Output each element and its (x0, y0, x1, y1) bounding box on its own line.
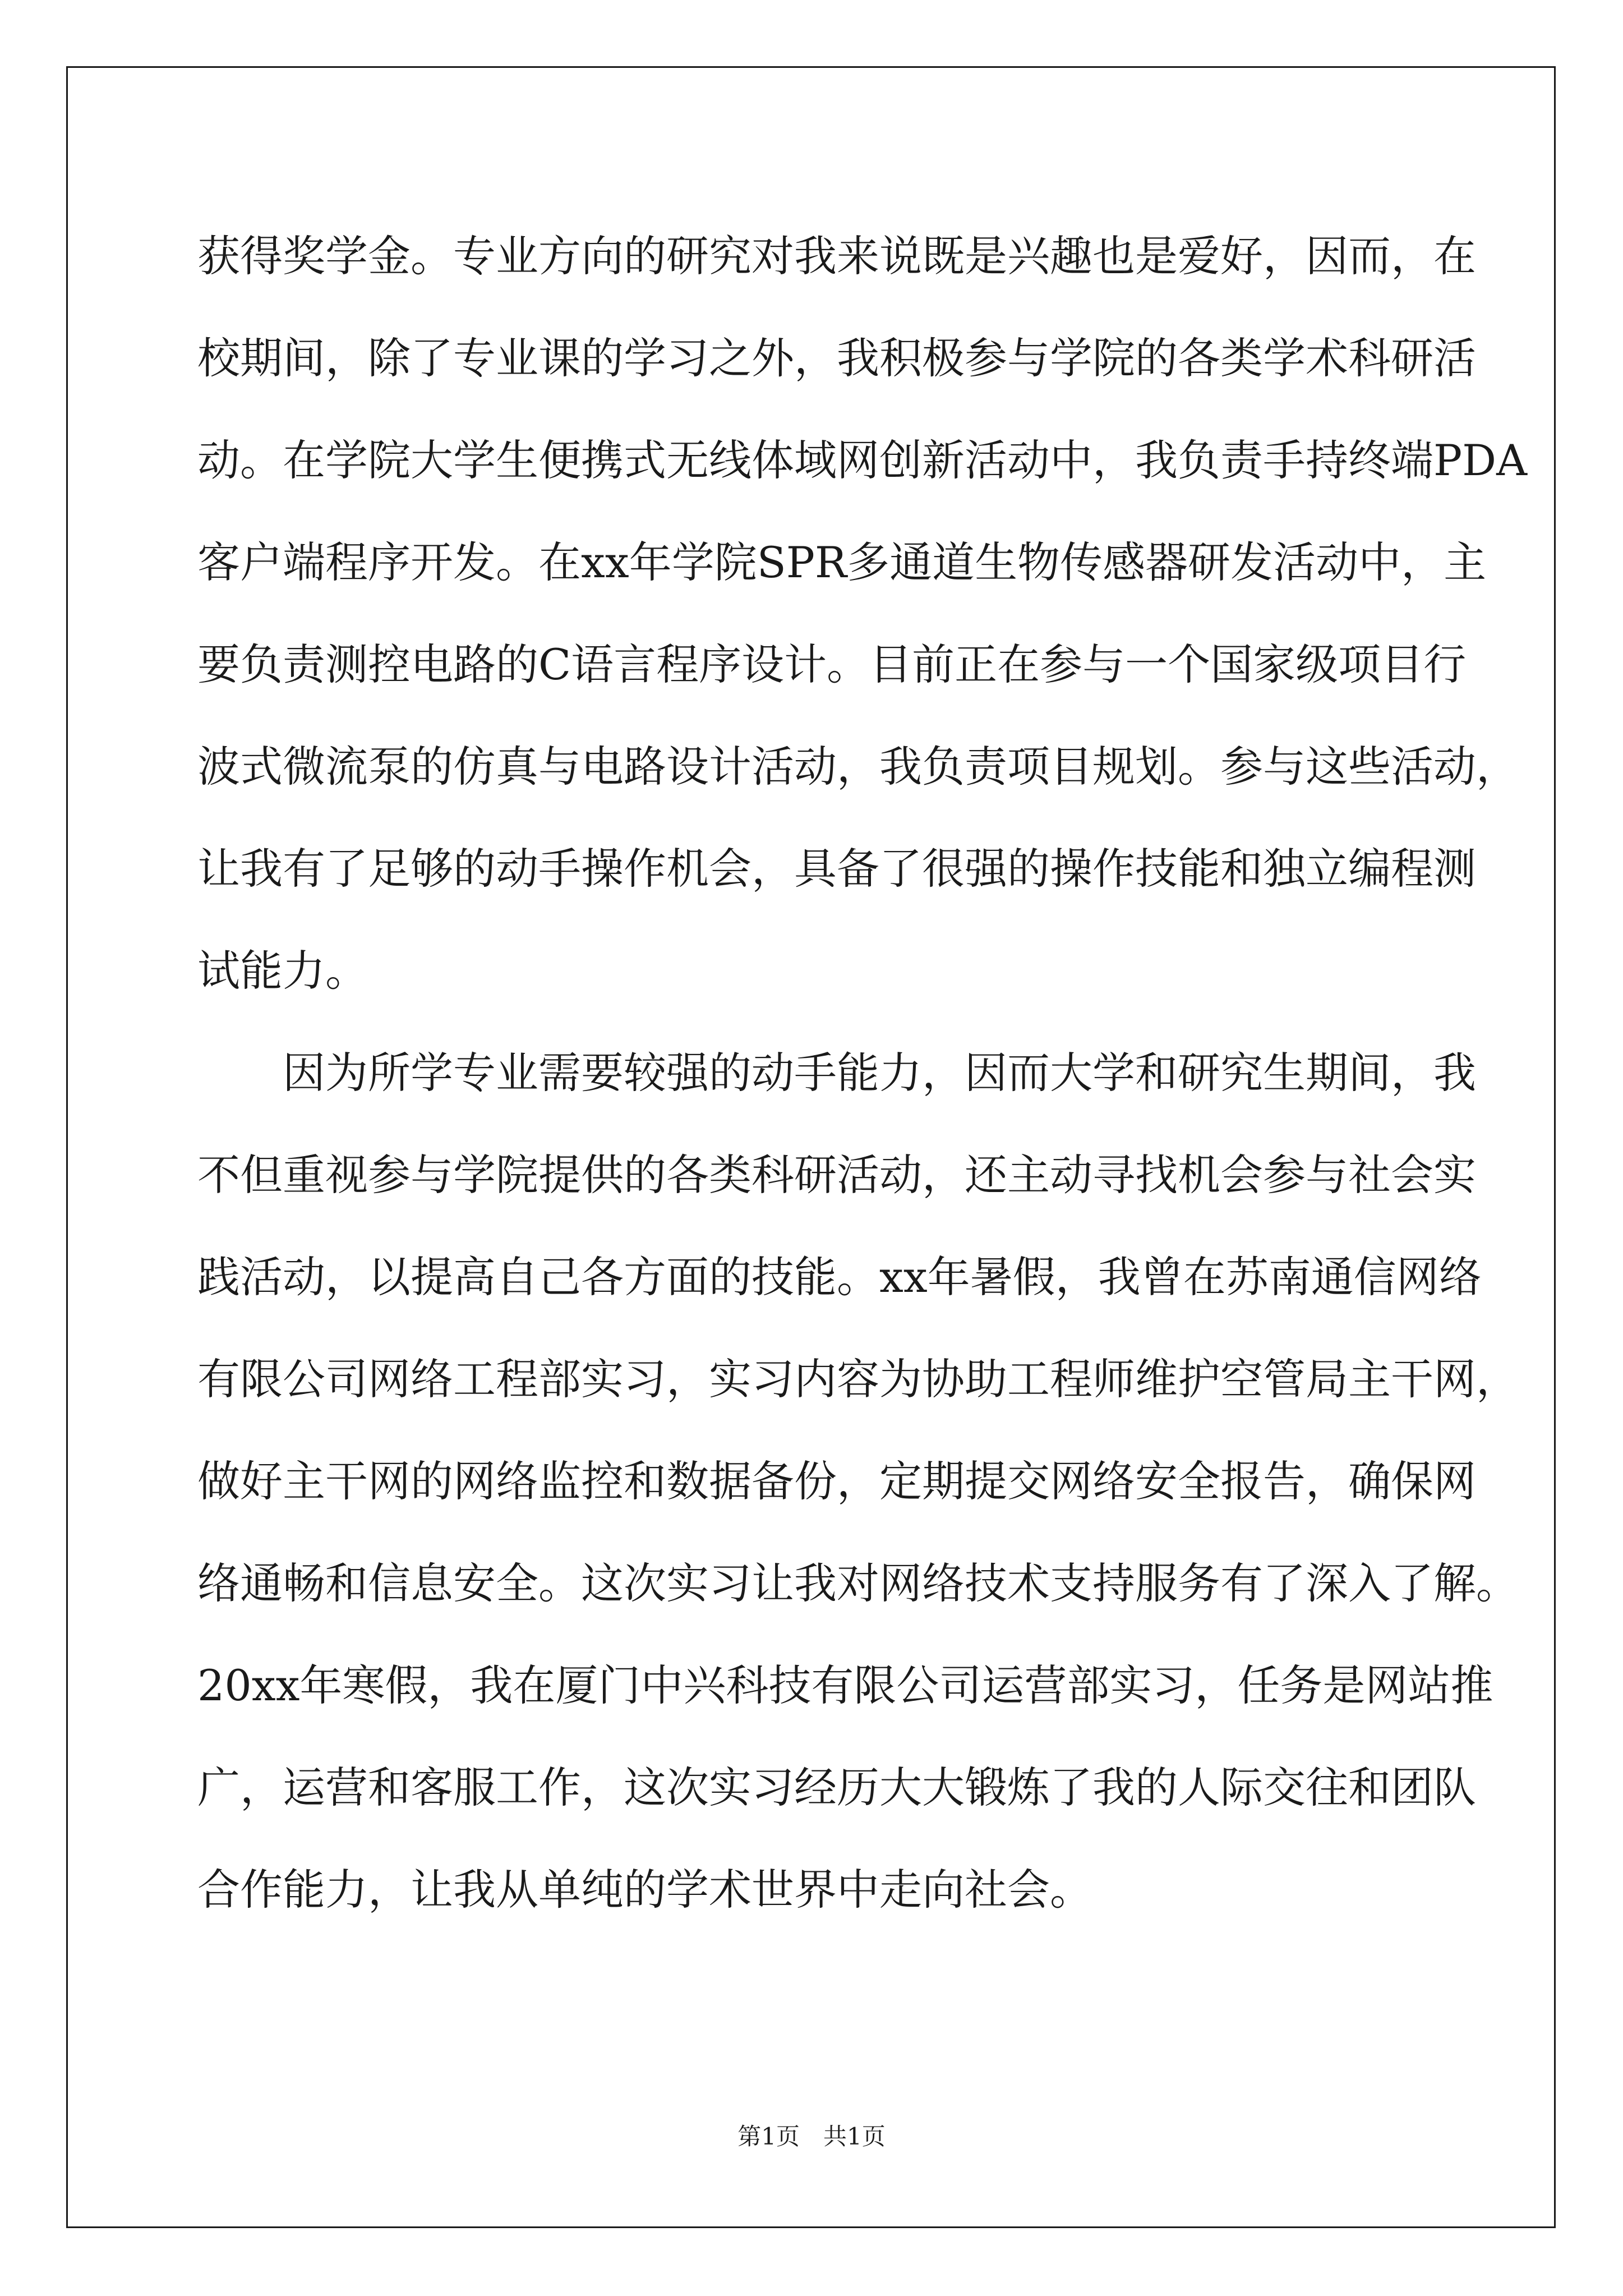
page-number-total: 共1页 (823, 2123, 886, 2150)
paragraph-2-line-7: 20xx年寒假，我在厦门中兴科技有限公司运营部实习，任务是网站推 (197, 1660, 1493, 1710)
paragraph-2-line-9: 合作能力，让我从单纯的学术世界中走向社会。 (197, 1865, 1092, 1915)
paragraph-2-line-1: 因为所学专业需要较强的动手能力，因而大学和研究生期间，我 (283, 1048, 1476, 1098)
paragraph-1-line-1: 获得奖学金。专业方向的研究对我来说既是兴趣也是爱好，因而，在 (197, 231, 1476, 281)
paragraph-1-line-5: 要负责测控电路的C语言程序设计。目前正在参与一个国家级项目行 (197, 639, 1467, 689)
paragraph-1-line-8: 试能力。 (197, 946, 368, 996)
paragraph-1-line-4: 客户端程序开发。在xx年学院SPR多通道生物传感器研发活动中，主 (197, 537, 1487, 587)
paragraph-2-line-2: 不但重视参与学院提供的各类科研活动，还主动寻找机会参与社会实 (197, 1150, 1476, 1200)
paragraph-2-line-6: 络通畅和信息安全。这次实习让我对网络技术支持服务有了深入了解。 (197, 1558, 1519, 1608)
paragraph-1-line-6: 波式微流泵的仿真与电路设计活动，我负责项目规划。参与这些活动， (197, 742, 1519, 792)
paragraph-1-line-2: 校期间，除了专业课的学习之外，我积极参与学院的各类学术科研活 (197, 333, 1476, 383)
document-body (197, 205, 1527, 1941)
paragraph-2-line-4: 有限公司网络工程部实习，实习内容为协助工程师维护空管局主干网， (197, 1354, 1519, 1404)
paragraph-1-line-3: 动。在学院大学生便携式无线体域网创新活动中，我负责手持终端PDA (197, 435, 1527, 485)
page-footer (0, 2118, 1623, 2152)
paragraph-2-line-8: 广，运营和客服工作，这次实习经历大大锻炼了我的人际交往和团队 (197, 1763, 1476, 1812)
page-number-current: 第1页 (737, 2123, 800, 2150)
paragraph-2-line-5: 做好主干网的网络监控和数据备份，定期提交网络安全报告，确保网 (197, 1456, 1476, 1506)
paragraph-1-line-7: 让我有了足够的动手操作机会，具备了很强的操作技能和独立编程测 (197, 844, 1476, 894)
paragraph-2-line-3: 践活动，以提高自己各方面的技能。xx年暑假，我曾在苏南通信网络 (197, 1252, 1482, 1302)
